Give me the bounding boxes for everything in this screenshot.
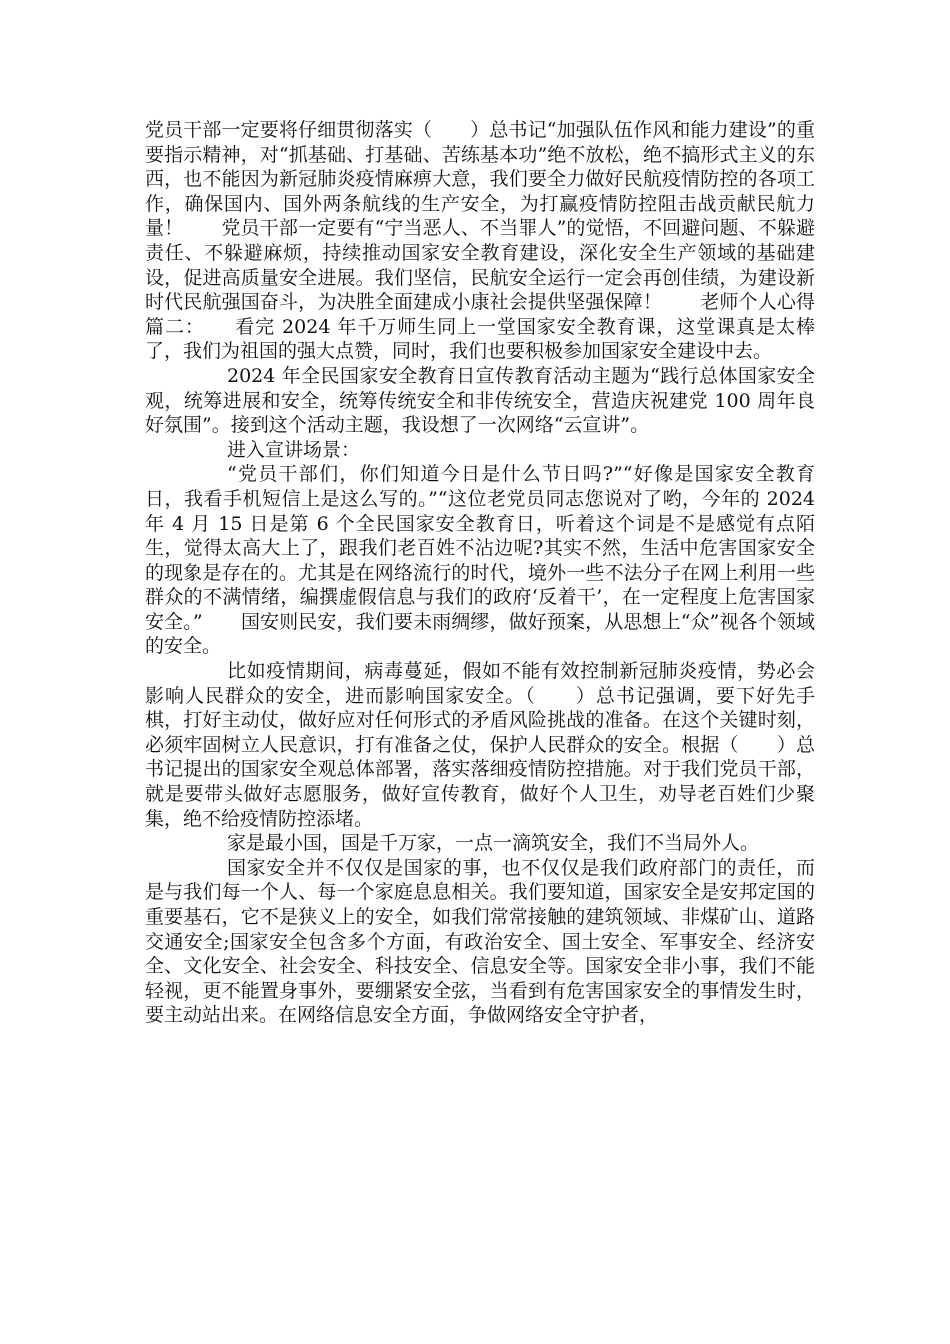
- paragraph-7: 国家安全并不仅仅是国家的事，也不仅仅是我们政府部门的责任，而是与我们每一个人、每一个家庭息息相关。我们要知道，国家安全是安邦定国的重要基石，它不是狭义上的安全，如我们常常接触的建筑领域、非煤矿山、道路交通安全;国家安全包含多个方面，有政治安全、国土安全、军事安全、经济安全、文化安全、社会安全、科技安全、信息安全等。国家安全非小事，我们不能轻视，更不能置身事外，要绷紧安全弦，当看到有危害国家安全的事情发生时，要主动站出来。在网络信息安全方面，争做网络安全守护者，: [145, 856, 815, 1027]
- paragraph-2: 2024 年全民国家安全教育日宣传教育活动主题为“践行总体国家安全观，统筹进展和安全，统筹传统安全和非传统安全，营造庆祝建党 100 周年良好氛围”。接到这个活动主题，我设想了一次网络“云宣讲”。: [145, 364, 815, 437]
- paragraph-6: 家是最小国，国是千万家，一点一滴筑安全，我们不当局外人。: [227, 832, 760, 855]
- paragraph-4: “党员干部们，你们知道今日是什么节日吗?”“好像是国家安全教育日，我看手机短信上是这么写的。”“这位老党员同志您说对了哟，今年的 2024 年 4 月 15 日是第 6 个全民国家安全教育日，听着这个词是不是感觉有点陌生，觉得太高大上了，跟我们老百姓不沾边呢?其实不然，生活中危害国家安全的现象是存在的。尤其是在网络流行的时代，境外一些不法分子在网上利用一些群众的不满情绪，编撰虚假信息与我们的政府‘反着干’，在一定程度上危害国家安全。” 国安则民安，我们要未雨绸缪，做好预案，从思想上“众”视各个领域的安全。: [145, 463, 815, 658]
- paragraph-1: 党员干部一定要将仔细贯彻落实（ ）总书记“加强队伍作风和能力建设”的重要指示精神，对“抓基础、打基础、苦练基本功”绝不放松，绝不搞形式主义的东西，也不能因为新冠肺炎疫情麻痹大意，我们要全力做好民航疫情防控的各项工作，确保国内、国外两条航线的生产安全，为打赢疫情防控阻击战贡献民航力量！ 党员干部一定要有“宁当恶人、不当罪人”的觉悟，不回避问题、不躲避责任、不躲避麻烦，持续推动国家安全教育建设，深化安全生产领域的基础建设，促进高质量安全进展。我们坚信，民航安全运行一定会再创佳绩，为建设新时代民航强国奋斗，为决胜全面建成小康社会提供坚强保障！ 老师个人心得篇二： 看完 2024 年千万师生同上一堂国家安全教育课，这堂课真是太棒了，我们为祖国的强大点赞，同时，我们也要积极参加国家安全建设中去。: [145, 119, 815, 363]
- document-body: [145, 118, 815, 1028]
- paragraph-3: 进入宣讲场景：: [227, 438, 361, 461]
- paragraph-5: 比如疫情期间，病毒蔓延，假如不能有效控制新冠肺炎疫情，势必会影响人民群众的安全，进而影响国家安全。（ ）总书记强调，要下好先手棋，打好主动仗，做好应对任何形式的矛盾风险挑战的准备。在这个关键时刻，必须牢固树立人民意识，打有准备之仗，保护人民群众的安全。根据（ ）总书记提出的国家安全观总体部署，落实落细疫情防控措施。对于我们党员干部，就是要带头做好志愿服务，做好宣传教育，做好个人卫生，劝导老百姓们少聚集，绝不给疫情防控添堵。: [145, 660, 815, 830]
